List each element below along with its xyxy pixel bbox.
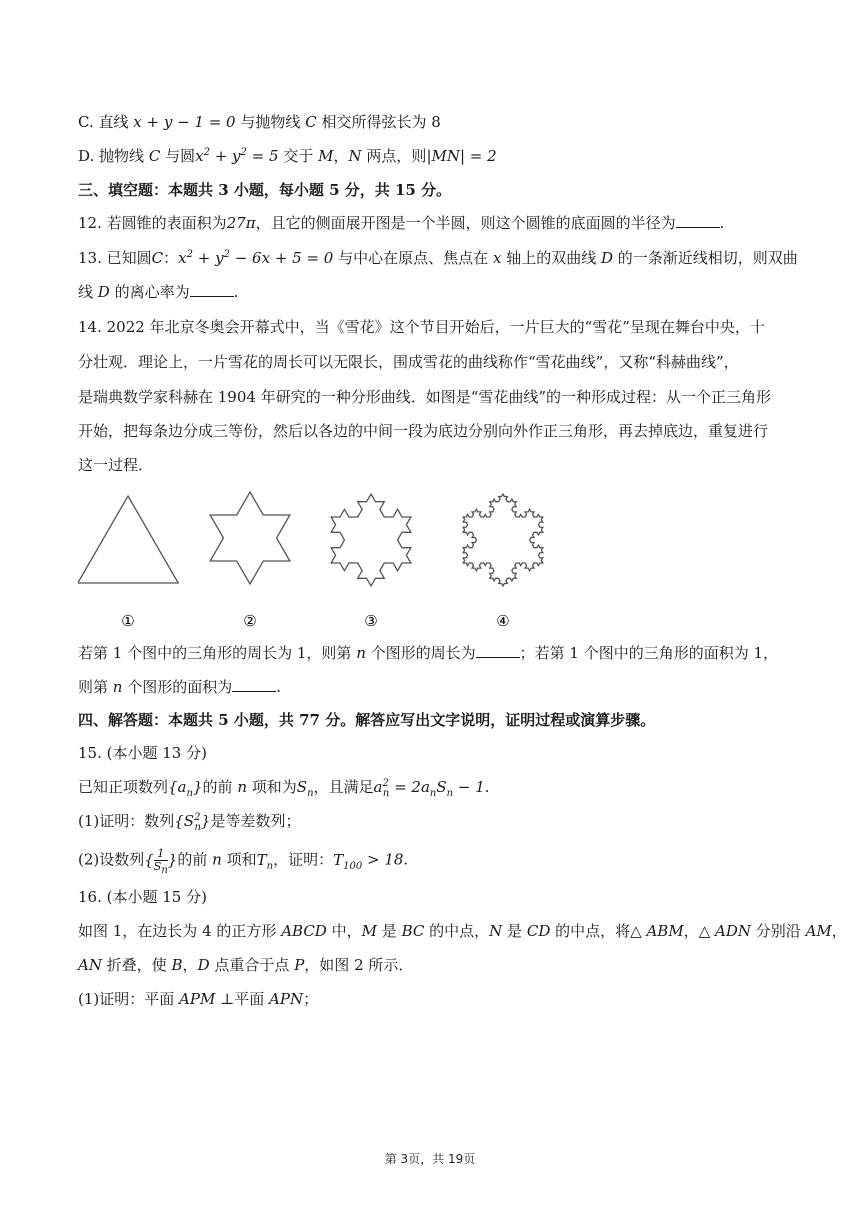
question-12: 12. 若圆锥的表面积为27π，且它的侧面展开图是一个半圆，则这个圆锥的底面圆的半径为 . <box>78 214 725 232</box>
answer-blank <box>232 677 276 692</box>
koch-iteration-4 <box>463 494 543 586</box>
koch-iteration-2 <box>210 492 290 584</box>
koch-snowflake-figure <box>78 478 568 633</box>
answer-blank <box>190 282 234 297</box>
koch-iteration-3 <box>331 494 411 586</box>
question-16-part-1: (1)证明：平面 APM ⊥平面 APN； <box>78 990 319 1008</box>
option-d: D. 抛物线 C 与圆$x^2 + y^2 = 5$ 交于 M，N 两点，则|MN| = 2 <box>78 147 497 165</box>
figure-label-1: ① <box>121 612 135 630</box>
question-13-line-2: 线 D 的离心率为 . <box>78 283 239 301</box>
circle-equation: $x^2 + y^2 = 5$ <box>195 147 279 165</box>
answer-blank <box>476 643 520 658</box>
question-16-heading: 16. (本小题 15 分) <box>78 888 207 906</box>
equation: x + y − 1 = 0 <box>133 113 236 131</box>
section-3-heading: 三、填空题：本题共 3 小题，每小题 5 分，共 15 分。 <box>78 181 452 199</box>
page-footer: 第 3页，共 19页 <box>384 1152 476 1166</box>
question-14-line-4: 开始，把每条边分成三等份，然后以各边的中间一段为底边分别向外作正三角形，再去掉底边，重复进行 <box>78 422 769 440</box>
answer-blank <box>676 213 720 228</box>
question-14-line-5: 这一过程． <box>78 456 154 474</box>
question-15-heading: 15. (本小题 13 分) <box>78 744 207 762</box>
figure-label-3: ③ <box>364 612 378 630</box>
question-16-line-1: 如图 1，在边长为 4 的正方形 ABCD 中，M 是 BC 的中点，N 是 CD 的中点，将△ ABM，△ ADN 分别沿 AM， <box>78 922 847 940</box>
option-c: C. 直线 x + y − 1 = 0 与抛物线 C 相交所得弦长为 8 <box>78 113 441 131</box>
question-16-line-2: AN 折叠，使 B，D 点重合于点 P，如图 2 所示． <box>78 956 414 974</box>
question-15-part-2: (2)设数列{ $\frac{1}{S_n}$ }的前 n 项和$T_n$，证明：$T_{100} > 18$. <box>78 847 409 877</box>
question-14-ask-2: 则第 n 个图形的面积为 . <box>78 678 282 696</box>
koch-iteration-1 <box>78 496 178 583</box>
question-15-statement: 已知正项数列$\{a_n\}$的前 n 项和为$S_n$，且满足$a^2_n = 2a_nS_n - 1$. <box>78 778 490 799</box>
figure-label-4: ④ <box>496 612 510 630</box>
section-4-heading: 四、解答题：本题共 5 小题，共 77 分。解答应写出文字说明，证明过程或演算步骤。 <box>78 711 656 729</box>
question-13-line-1: 13. 已知圆C：$x^2 + y^2 - 6x + 5 = 0$ 与中心在原点、焦点在 x 轴上的双曲线 D 的一条渐近线相切，则双曲 <box>78 249 798 267</box>
question-14-line-2: 分壮观．理论上，一片雪花的周长可以无限长，围成雪花的曲线称作“雪花曲线”，又称“科赫曲线”， <box>78 353 739 371</box>
question-15-part-1: (1)证明：数列$\{S^2_n\}$是等差数列； <box>78 812 301 833</box>
question-14-line-3: 是瑞典数学家科赫在 1904 年研究的一种分形曲线．如图是“雪花曲线”的一种形成过程：从一个正三角形 <box>78 388 772 406</box>
figure-label-2: ② <box>243 612 257 630</box>
question-14-line-1: 14. 2022 年北京冬奥会开幕式中，当《雪花》这个节目开始后，一片巨大的“雪花”呈现在舞台中央，十 <box>78 318 765 336</box>
question-14-ask-1: 若第 1 个图中的三角形的周长为 1，则第 n 个图形的周长为 ；若第 1 个图中的三角形的面积为 1， <box>78 644 779 662</box>
